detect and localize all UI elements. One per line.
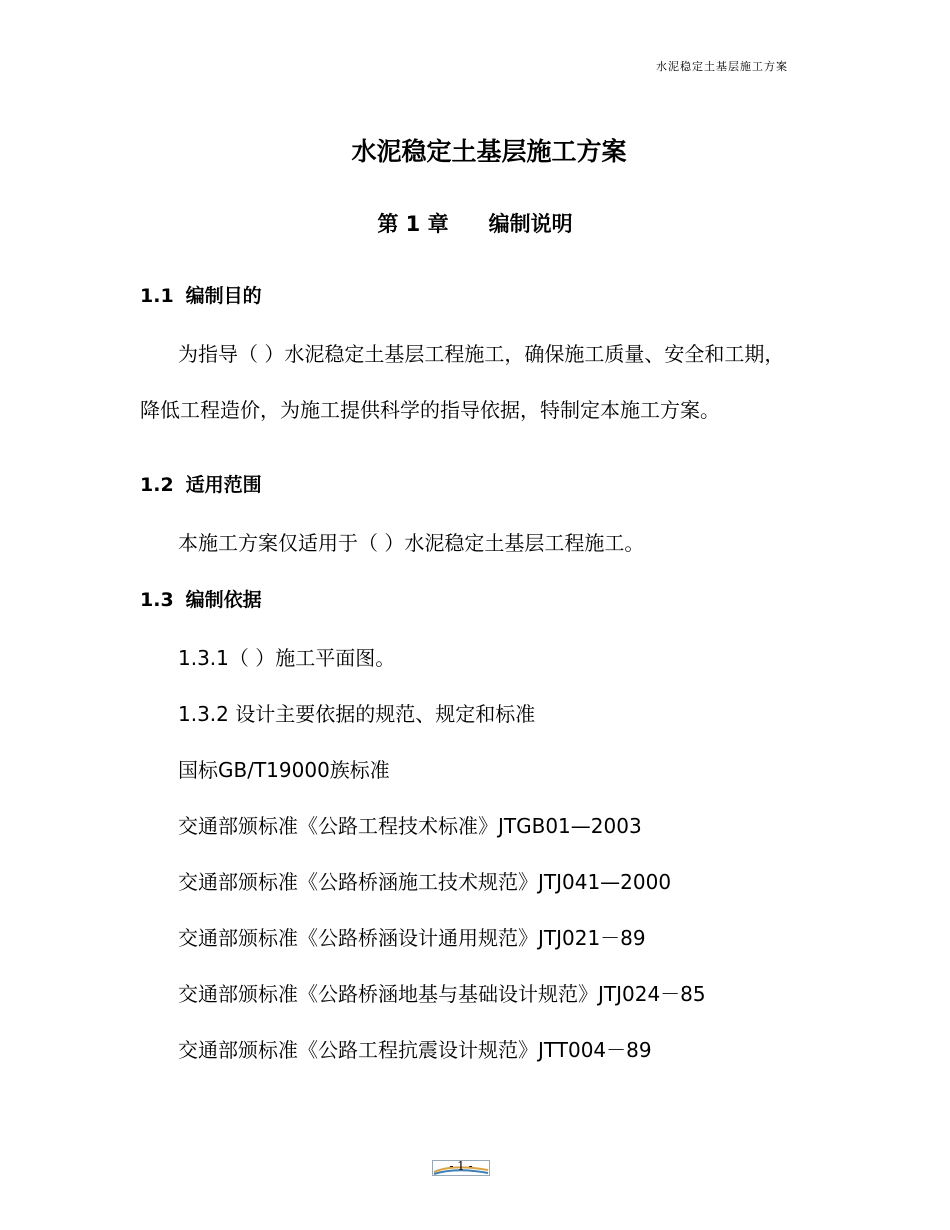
chapter-name: 编制说明 bbox=[488, 212, 573, 236]
paragraph-line: 本施工方案仅适用于（ ）水泥稳定土基层工程施工。 bbox=[178, 531, 645, 555]
list-item: 国标GB/T19000族标准 bbox=[178, 758, 390, 782]
running-header: 水泥稳定土基层施工方案 bbox=[656, 60, 788, 73]
document-title: 水泥稳定土基层施工方案 bbox=[351, 137, 627, 166]
section-number: 1.2 bbox=[140, 474, 174, 496]
paragraph-line: 降低工程造价，为施工提供科学的指导依据，特制定本施工方案。 bbox=[140, 398, 720, 422]
list-item: 交通部颁标准《公路工程抗震设计规范》JTT004－89 bbox=[178, 1038, 652, 1062]
page-footer bbox=[432, 1158, 490, 1178]
chapter-title bbox=[0, 208, 950, 238]
list-item: 交通部颁标准《公路桥涵地基与基础设计规范》JTJ024－85 bbox=[178, 982, 706, 1006]
section-title: 编制依据 bbox=[185, 589, 262, 611]
section-title: 适用范围 bbox=[185, 474, 262, 496]
list-item: 1.3.1（ ）施工平面图。 bbox=[178, 646, 396, 670]
section-number: 1.1 bbox=[140, 285, 174, 307]
chapter-label: 第 1 章 bbox=[377, 212, 449, 236]
list-item: 交通部颁标准《公路工程技术标准》JTGB01—2003 bbox=[178, 814, 642, 838]
list-item: 交通部颁标准《公路桥涵施工技术规范》JTJ041—2000 bbox=[178, 870, 672, 894]
section-title: 编制目的 bbox=[185, 285, 262, 307]
section-heading-1-1 bbox=[140, 281, 262, 308]
section-heading-1-2 bbox=[140, 470, 262, 497]
section-heading-1-3 bbox=[140, 585, 262, 612]
section-number: 1.3 bbox=[140, 589, 174, 611]
paragraph-line: 为指导（ ）水泥稳定土基层工程施工，确保施工质量、安全和工期， bbox=[178, 342, 785, 366]
list-item: 交通部颁标准《公路桥涵设计通用规范》JTJ021－89 bbox=[178, 926, 646, 950]
page-number: - 1 - bbox=[449, 1159, 473, 1173]
list-item: 1.3.2 设计主要依据的规范、规定和标准 bbox=[178, 702, 536, 726]
